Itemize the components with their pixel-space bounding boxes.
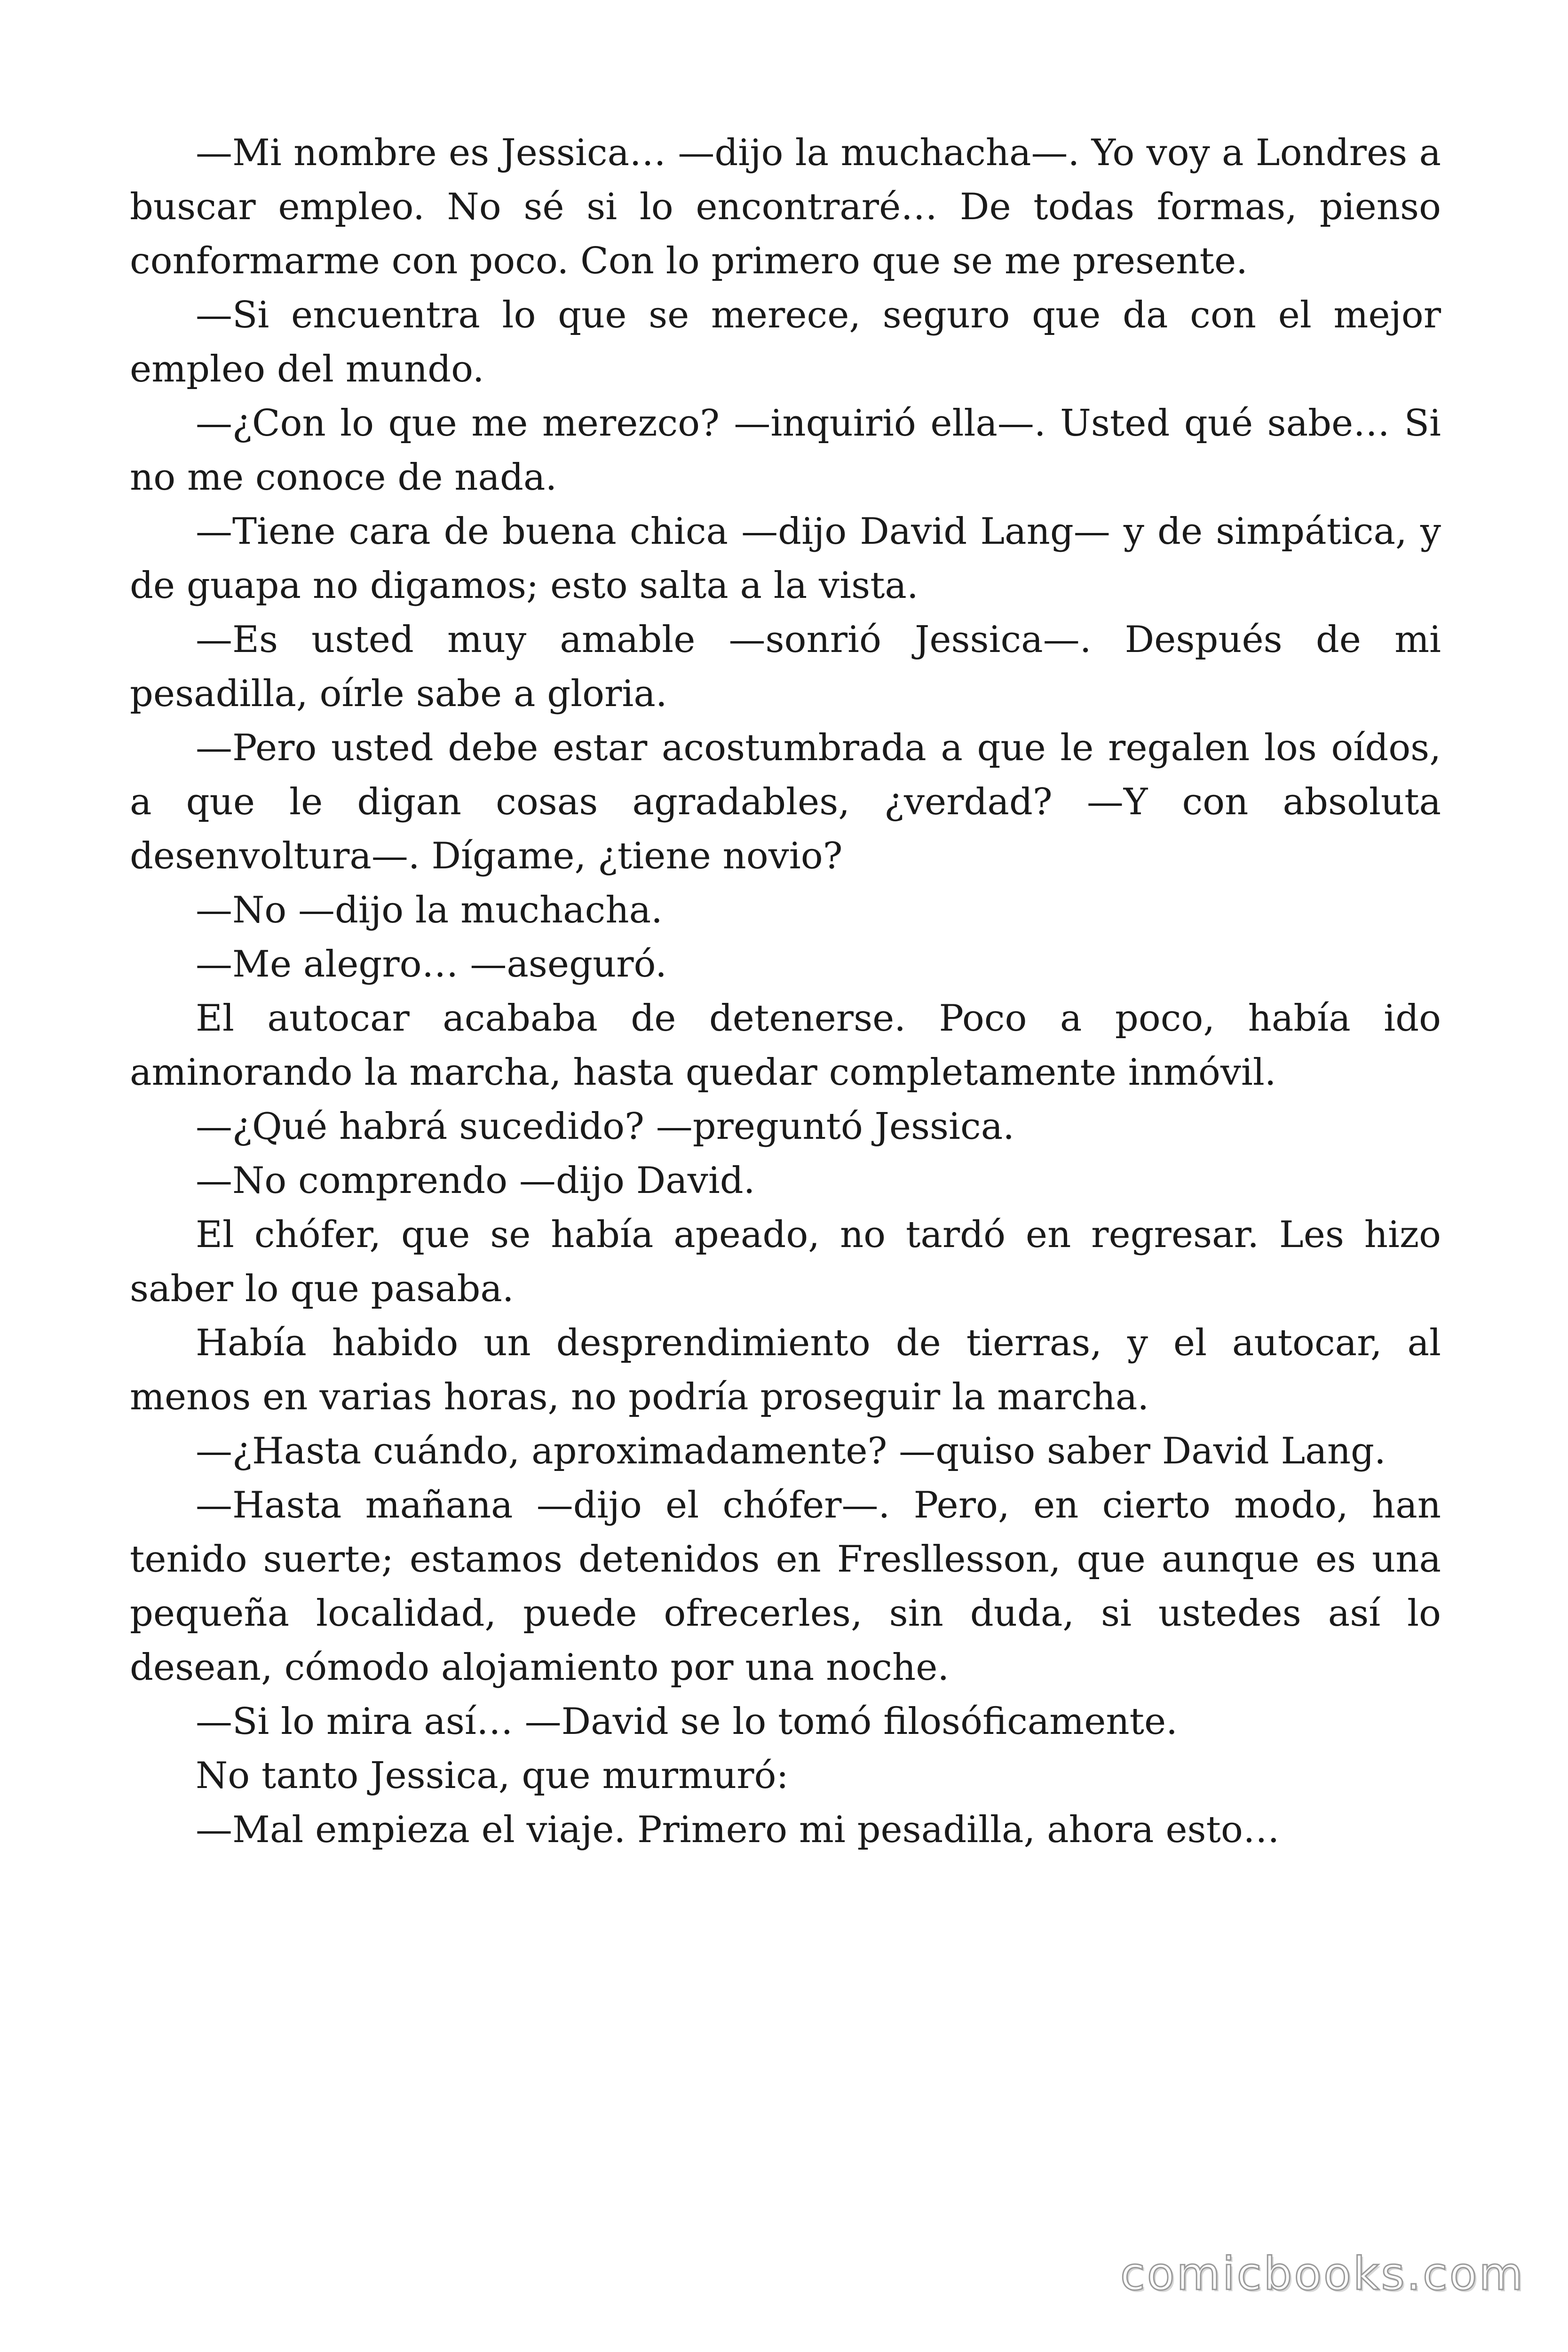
paragraph-16: —Si lo mira así… —David se lo tomó filosóficamente. bbox=[196, 1700, 1178, 1743]
paragraph-8: —Me alegro… —aseguró. bbox=[196, 943, 667, 985]
paragraph-18: —Mal empieza el viaje. Primero mi pesadilla, ahora esto… bbox=[196, 1809, 1280, 1851]
paragraph-6: —Pero usted debe estar acostumbrada a que le regalen los oídos, a que le digan cosas agradables, ¿verdad? —Y con absoluta desenvoltura—. Dígame, ¿tiene novio? bbox=[130, 727, 1441, 877]
paragraph-15: —Hasta mañana —dijo el chófer—. Pero, en cierto modo, han tenido suerte; estamos detenidos en Fresllesson, que aunque es una pequeña localidad, puede ofrecerles, sin duda, si ustedes así lo desean, cómodo alojamiento por una noche. bbox=[130, 1484, 1441, 1689]
paragraph-1: —Mi nombre es Jessica… —dijo la muchacha—. Yo voy a Londres a buscar empleo. No sé si lo encontraré… De todas formas, pienso conformarme con poco. Con lo primero que se me presente. bbox=[130, 132, 1441, 282]
body-text bbox=[130, 126, 1441, 1857]
watermark: comicbooks.com bbox=[1120, 2248, 1525, 2300]
paragraph-17: No tanto Jessica, que murmuró: bbox=[196, 1755, 789, 1797]
paragraph-7: —No —dijo la muchacha. bbox=[196, 889, 663, 931]
paragraph-5: —Es usted muy amable —sonrió Jessica—. Después de mi pesadilla, oírle sabe a gloria. bbox=[130, 619, 1441, 715]
paragraph-9: El autocar acababa de detenerse. Poco a poco, había ido aminorando la marcha, hasta quedar completamente inmóvil. bbox=[130, 997, 1441, 1094]
paragraph-12: El chófer, que se había apeado, no tardó en regresar. Les hizo saber lo que pasaba. bbox=[130, 1214, 1441, 1310]
paragraph-2: —Si encuentra lo que se merece, seguro que da con el mejor empleo del mundo. bbox=[130, 294, 1441, 390]
paragraph-13: Había habido un desprendimiento de tierras, y el autocar, al menos en varias horas, no podría proseguir la marcha. bbox=[130, 1322, 1441, 1418]
paragraph-14: —¿Hasta cuándo, aproximadamente? —quiso saber David Lang. bbox=[196, 1430, 1386, 1472]
paragraph-3: —¿Con lo que me merezco? —inquirió ella—. Usted qué sabe… Si no me conoce de nada. bbox=[130, 402, 1441, 499]
paragraph-11: —No comprendo —dijo David. bbox=[196, 1160, 755, 1202]
paragraph-10: —¿Qué habrá sucedido? —preguntó Jessica. bbox=[196, 1105, 1014, 1148]
paragraph-4: —Tiene cara de buena chica —dijo David Lang— y de simpática, y de guapa no digamos; esto salta a la vista. bbox=[130, 510, 1441, 607]
